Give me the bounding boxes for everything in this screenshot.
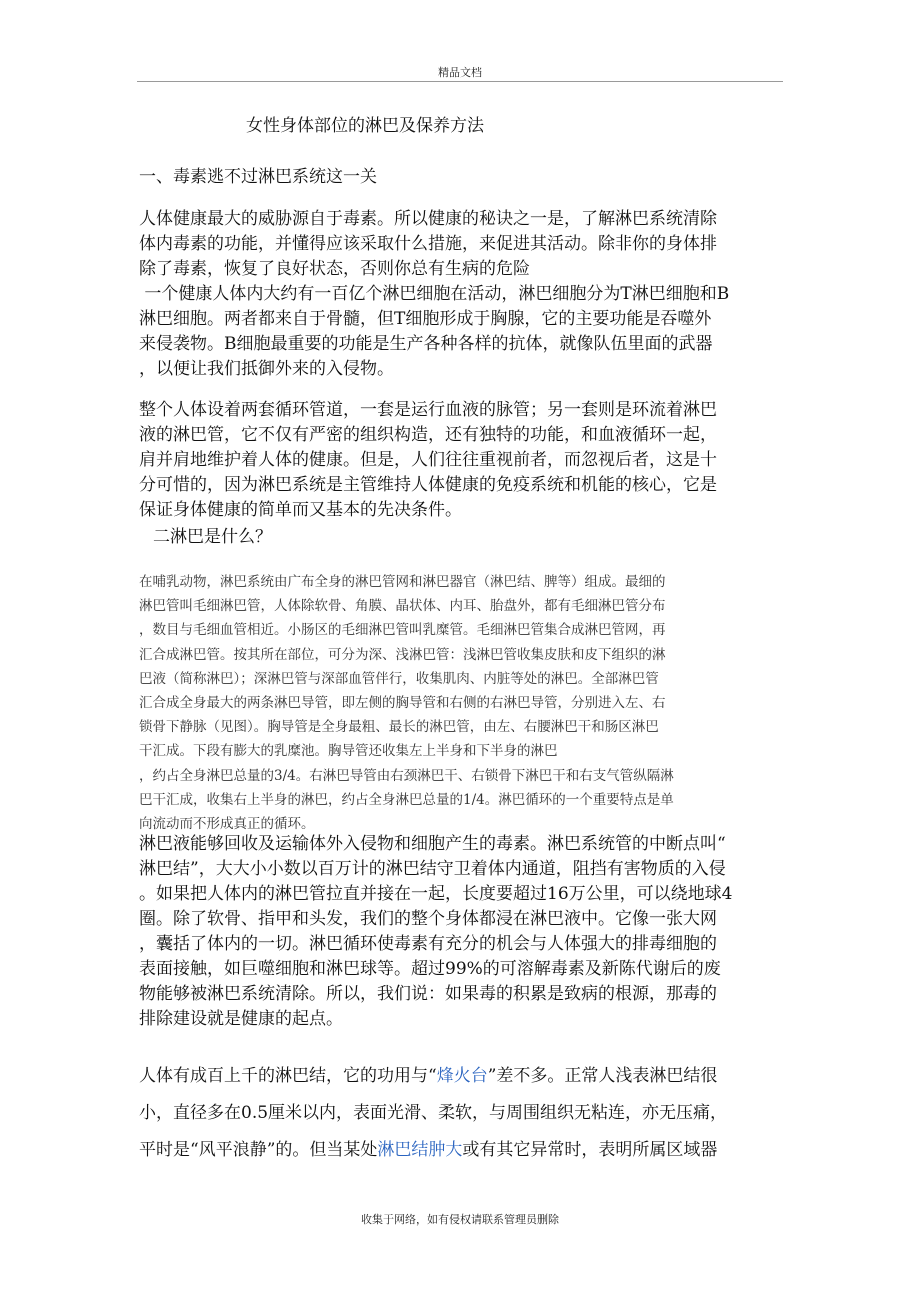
text-line	[139, 1132, 785, 1169]
text-line: 汇合成全身最大的两条淋巴导管，即左侧的胸导管和右侧的右淋巴导管，分别进入左、右	[139, 695, 666, 712]
text-line: 淋巴管叫毛细淋巴管，人体除软骨、角膜、晶状体、内耳、胎盘外，都有毛细淋巴管分布	[139, 598, 666, 615]
paragraph-2	[139, 398, 785, 523]
text-line: 巴干汇成，收集右上半身的淋巴，约占全身淋巴总量的1/4。淋巴循环的一个重要特点是单	[139, 791, 674, 808]
text-line: 肩并肩地维护着人体的健康。但是，人们往往重视前者，而忽视后者，这是十	[139, 450, 717, 470]
text-line: 体内毒素的功能，并懂得应该采取什么措施，来促进其活动。除非你的身体排	[139, 234, 717, 254]
section-1-heading: 一、毒素逃不过淋巴系统这一关	[139, 167, 377, 187]
text-line: 来侵袭物。B细胞最重要的功能是生产各种各样的抗体，就像队伍里面的武器	[139, 334, 713, 354]
text-line: 淋巴结”，大大小小数以百万计的淋巴结守卫着体内通道，阻挡有害物质的入侵	[139, 859, 726, 879]
text-span: 平时是“风平浪静”的。但当某处	[139, 1140, 378, 1160]
page-header: 精品文档	[438, 66, 482, 79]
text-line: 整个人体设着两套循环管道，一套是运行血液的脉管；另一套则是环流着淋巴	[139, 400, 717, 420]
text-line: 表面接触，如巨噬细胞和淋巴球等。超过99%的可溶解毒素及新陈代谢后的废	[139, 959, 721, 979]
text-line: 物能够被淋巴系统清除。所以，我们说：如果毒的积累是致病的根源，那毒的	[139, 984, 717, 1004]
text-line	[139, 1058, 785, 1095]
text-line: 淋巴液能够回收及运输体外入侵物和细胞产生的毒素。淋巴系统管的中断点叫“	[139, 834, 726, 854]
text-line: 淋巴细胞。两者都来自于骨髓，但T细胞形成于胸腺，它的主要功能是吞噬外	[139, 309, 712, 329]
text-span: 人体有成百上千的淋巴结，它的功用与“	[139, 1066, 437, 1086]
text-line: ，约占全身淋巴总量的3/4。右淋巴导管由右颈淋巴干、右锁骨下淋巴干和右支气管纵隔淋	[139, 767, 674, 784]
text-line: 小，直径多在0.5厘米以内，表面光滑、柔软，与周围组织无粘连，亦无压痛，	[139, 1103, 728, 1123]
text-line: 液的淋巴管，它不仅有严密的组织构造，还有独特的功能，和血液循环一起，	[139, 425, 717, 445]
text-line: 锁骨下静脉（见图）。胸导管是全身最粗、最长的淋巴管，由左、右腰淋巴干和肠区淋巴	[139, 719, 659, 736]
paragraph-4	[139, 832, 785, 1032]
paragraph-5	[139, 1058, 785, 1169]
text-line: 除了毒素，恢复了良好状态，否则你总有生病的危险	[139, 259, 530, 279]
paragraph-3	[139, 570, 785, 836]
text-span: 或有其它异常时，表明所属区域器	[462, 1140, 718, 1160]
text-span: ”差不多。正常人浅表淋巴结很	[487, 1066, 718, 1086]
beacon-tower-link[interactable]: 烽火台	[436, 1066, 488, 1086]
text-line: ，数目与毛细血管相近。小肠区的毛细淋巴管叫乳糜管。毛细淋巴管集合成淋巴管网，再	[139, 622, 666, 639]
page-footer: 收集于网络，如有侵权请联系管理员删除	[361, 1213, 559, 1226]
text-line: 排除建设就是健康的起点。	[139, 1009, 343, 1029]
text-line: 人体健康最大的威胁源自于毒素。所以健康的秘诀之一是，了解淋巴系统清除	[139, 209, 717, 229]
text-line: 。如果把人体内的淋巴管拉直并接在一起，长度要超过16万公里，可以绕地球4	[139, 884, 733, 904]
text-line: 汇合成淋巴管。按其所在部位，可分为深、浅淋巴管：浅淋巴管收集皮肤和皮下组织的淋	[139, 646, 666, 663]
text-line: 巴液（简称淋巴）；深淋巴管与深部血管伴行，收集肌肉、内脏等处的淋巴。全部淋巴管	[139, 670, 659, 687]
text-line: 向流动而不形成真正的循环。	[139, 816, 315, 833]
header-rule	[137, 81, 783, 82]
text-line: ，以便让我们抵御外来的入侵物。	[139, 359, 394, 379]
text-line: 在哺乳动物，淋巴系统由广布全身的淋巴管网和淋巴器官（淋巴结、脾等）组成。最细的	[139, 574, 666, 590]
lymph-node-swelling-link[interactable]: 淋巴结肿大	[377, 1140, 463, 1160]
section-2-heading: 二淋巴是什么？	[153, 527, 272, 547]
document-title: 女性身体部位的淋巴及保养方法	[246, 116, 484, 136]
paragraph-1	[139, 207, 785, 382]
text-line: 分可惜的，因为淋巴系统是主管维持人体健康的免疫系统和机能的核心，它是	[139, 475, 717, 495]
text-line: 干汇成。下段有膨大的乳糜池。胸导管还收集左上半身和下半身的淋巴	[139, 743, 558, 760]
text-line: 一个健康人体内大约有一百亿个淋巴细胞在活动，淋巴细胞分为T淋巴细胞和B	[139, 284, 730, 304]
text-line: 保证身体健康的简单而又基本的先决条件。	[139, 500, 462, 520]
text-line: ，囊括了体内的一切。淋巴循环使毒素有充分的机会与人体强大的排毒细胞的	[139, 934, 717, 954]
text-line: 圈。除了软骨、指甲和头发，我们的整个身体都浸在淋巴液中。它像一张大网	[139, 909, 717, 929]
